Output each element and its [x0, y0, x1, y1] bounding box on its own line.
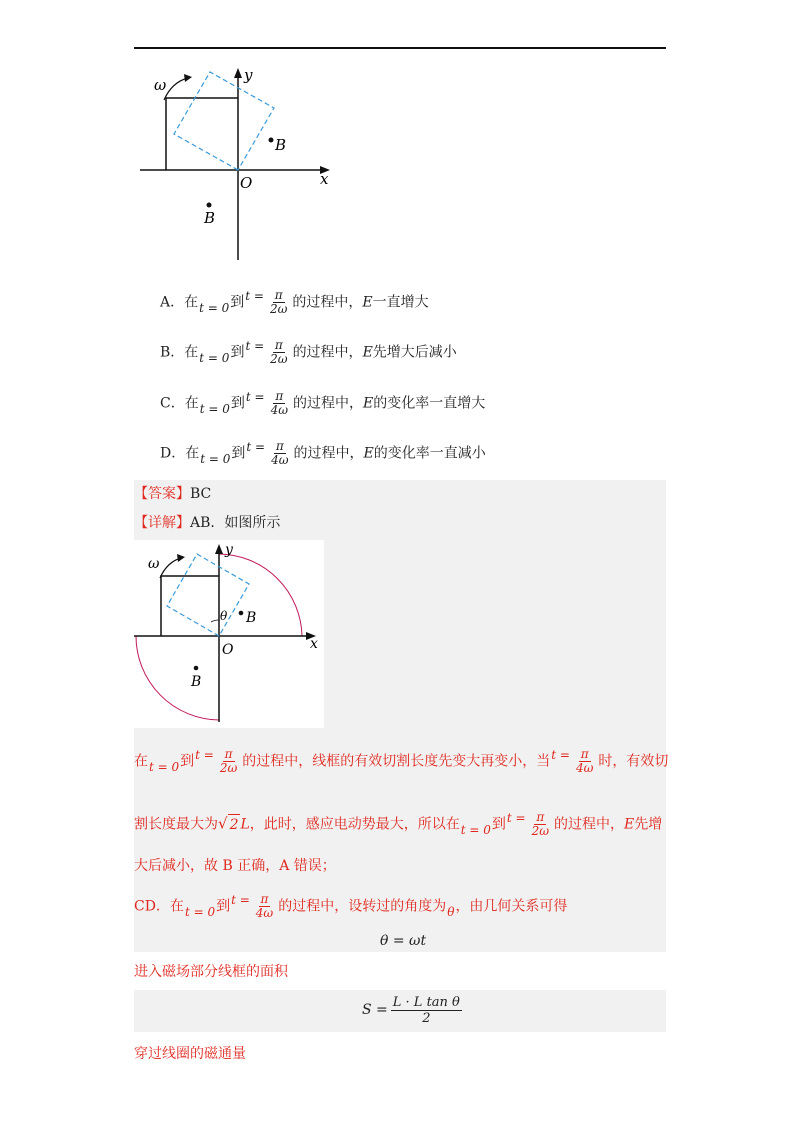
explanation-line-2: 割长度最大为√ 2 L，此时，感应电动势最大，所以在t = 0到t = $\frac{\pi}{2\omega}$ 的过程中，E先增 — [134, 810, 663, 838]
origin-label-2: O — [222, 642, 234, 658]
field-label-b-right: B — [275, 136, 287, 154]
explanation-line-4: CD．在t = 0到t = $\frac{\pi}{4\omega}$ 的过程中，设转过的角度为θ，由几何关系可得 — [134, 892, 568, 920]
option-b: B．在t = 0到t = $\frac{\pi}{2\omega}$ 的过程中，E先增大后减小 — [160, 338, 457, 366]
origin-label: O — [240, 174, 253, 192]
field-label-b-right-2: B — [246, 610, 257, 626]
option-c: C．在t = 0到t = $\frac{\pi}{4\omega}$ 的过程中，E的变化率一直增大 — [160, 389, 486, 417]
x-axis-label: x — [320, 170, 329, 188]
equation-area: S = $\frac{\text{L · L tan θ}}{2}$ — [362, 994, 460, 1026]
y-axis-label-2: y — [225, 542, 233, 558]
figure-rotating-frame — [134, 60, 344, 270]
equation-theta: θ = ωt — [380, 933, 427, 949]
figure-solution-diagram — [134, 540, 324, 728]
field-label-b-left: B — [204, 209, 216, 227]
x-axis-label-2: x — [310, 636, 318, 652]
y-axis-label: y — [244, 66, 253, 84]
explanation-line-3: 大后减小，故 B 正确，A 错误； — [134, 858, 336, 874]
detail-line: 【详解】AB．如图所示 — [134, 515, 281, 531]
theta-label: θ — [220, 609, 228, 623]
explanation-line-1: 在t = 0到t = $\frac{\pi}{2\omega}$ 的过程中，线框的有效切割长度先变大再变小，当t = $\frac{\pi}{4\omega}$ 时，有效切 — [134, 747, 669, 775]
text-area: 进入磁场部分线框的面积 — [134, 964, 288, 980]
text-flux: 穿过线圈的磁通量 — [134, 1046, 246, 1062]
top-rule — [134, 47, 666, 49]
field-label-b-left-2: B — [191, 674, 202, 690]
option-a: A．在t = 0到t = $\frac{\pi}{2\omega}$ 的过程中，E一直增大 — [160, 288, 429, 316]
answer-line: 【答案】BC — [134, 486, 212, 502]
omega-label: ω — [154, 76, 167, 94]
option-d: D．在t = 0到t = $\frac{\pi}{4\omega}$ 的过程中，E的变化率一直减小 — [160, 439, 486, 467]
omega-label-2: ω — [148, 556, 160, 572]
